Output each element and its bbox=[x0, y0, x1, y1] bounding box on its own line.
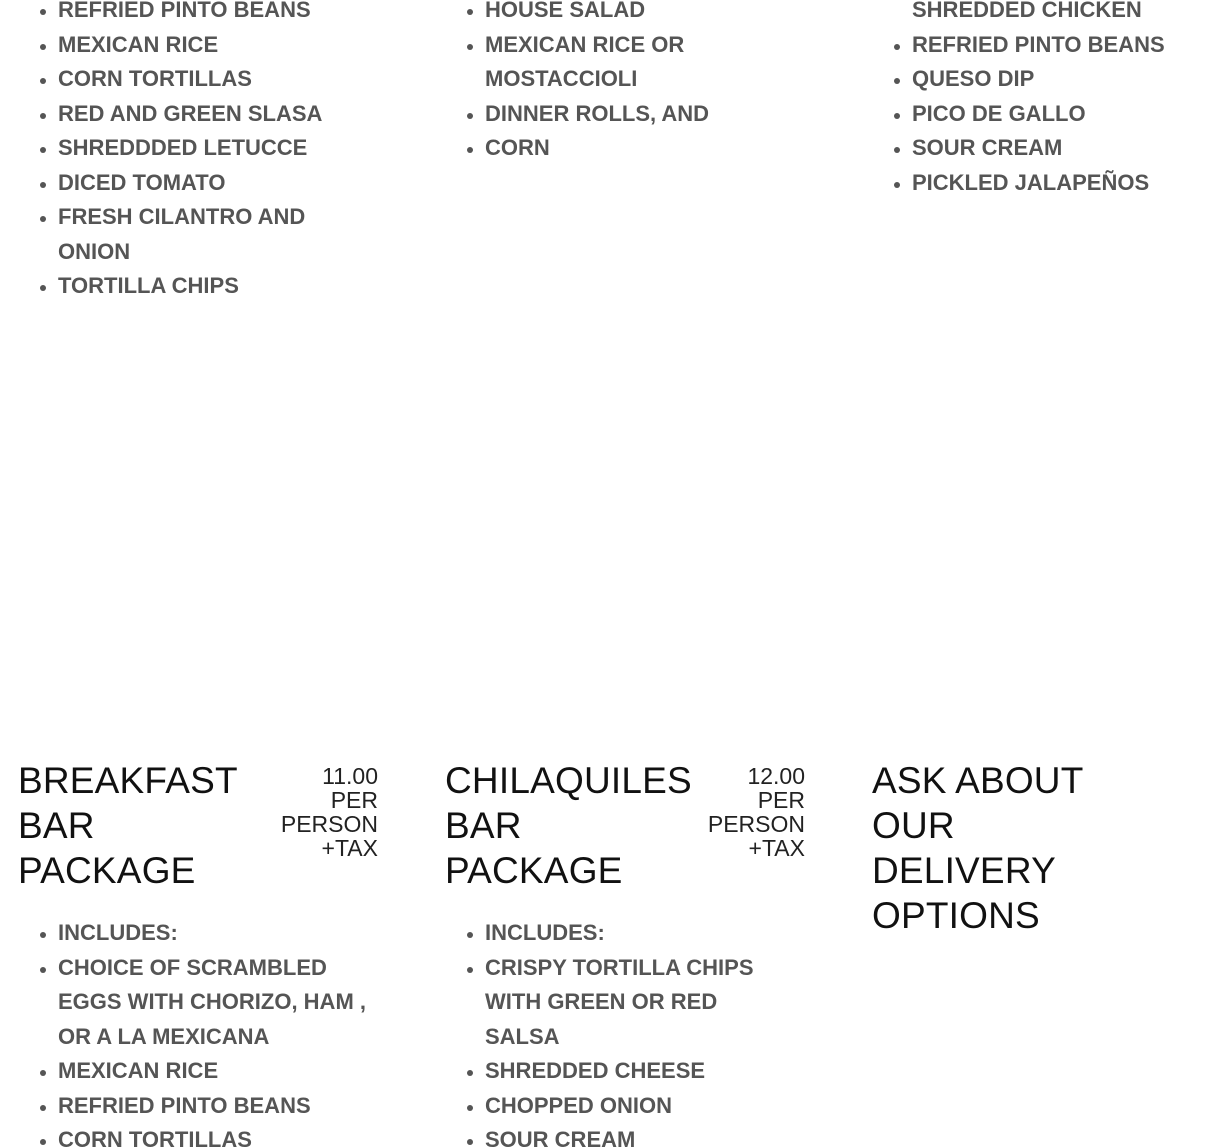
breakfast-items-list bbox=[18, 916, 393, 1147]
list-item: • PICKLED JALAPEÑOS bbox=[912, 166, 1210, 201]
list-item: • REFRIED PINTO BEANS bbox=[58, 1089, 393, 1124]
list-item: • PICO DE GALLO bbox=[912, 97, 1210, 132]
price-line: +TAX bbox=[748, 835, 805, 861]
list-item: • DINNER ROLLS, AND bbox=[485, 97, 735, 132]
title-line: PACKAGE bbox=[18, 850, 196, 891]
list-item: • MEXICAN RICE OR MOSTACCIOLI bbox=[485, 28, 735, 97]
breakfast-package-title bbox=[18, 758, 258, 893]
title-line: ASK ABOUT bbox=[872, 760, 1084, 801]
list-item: • FRESH CILANTRO AND ONION bbox=[58, 200, 358, 269]
list-item: SHREDDED CHICKEN bbox=[912, 0, 1142, 22]
title-line: OUR bbox=[872, 805, 955, 846]
list-item: • CORN bbox=[485, 131, 735, 166]
title-line: CHILAQUILES bbox=[445, 760, 692, 801]
list-item: • HOUSE SALAD bbox=[485, 0, 735, 28]
price-line: PER bbox=[757, 787, 805, 813]
list-item: • INCLUDES: bbox=[485, 916, 785, 951]
list-item: • SOUR CREAM bbox=[912, 131, 1210, 166]
price-line: PERSON bbox=[707, 811, 805, 837]
list-item: • CHOICE OF SCRAMBLED EGGS WITH CHORIZO, HAM , OR A LA MEXICANA bbox=[58, 951, 393, 1055]
list-item: • QUESO DIP bbox=[912, 62, 1210, 97]
title-line: BREAKFAST bbox=[18, 760, 238, 801]
top-column-1-list bbox=[18, 0, 358, 304]
list-item: • REFRIED PINTO BEANS bbox=[912, 28, 1210, 63]
list-item: • CRISPY TORTILLA CHIPS WITH GREEN OR RED SALSA bbox=[485, 951, 785, 1055]
title-line: BAR bbox=[445, 805, 522, 846]
list-item: • MEXICAN RICE bbox=[58, 28, 358, 63]
list-item: • SHREDDDED LETUCCE bbox=[58, 131, 358, 166]
list-item: • TORTILLA CHIPS bbox=[58, 269, 358, 304]
chilaquiles-package-price bbox=[680, 764, 805, 860]
list-item: • MEXICAN RICE bbox=[58, 1054, 393, 1089]
list-item: • CHOPPED ONION bbox=[485, 1089, 785, 1124]
title-line: BAR bbox=[18, 805, 95, 846]
delivery-options-heading bbox=[872, 758, 1172, 938]
list-item: • CORN TORTILLAS bbox=[58, 62, 358, 97]
top-column-3-list bbox=[872, 0, 1210, 200]
list-item: • REFRIED PINTO BEANS bbox=[58, 0, 358, 28]
title-line: DELIVERY bbox=[872, 850, 1056, 891]
list-item: • SHREDDED CHEESE bbox=[485, 1054, 785, 1089]
list-item: • INCLUDES: bbox=[58, 916, 393, 951]
price-line: PERSON bbox=[280, 811, 378, 837]
price-line: PER bbox=[330, 787, 378, 813]
breakfast-package-price bbox=[250, 764, 378, 860]
list-item: • RED AND GREEN SLASA bbox=[58, 97, 358, 132]
title-line: PACKAGE bbox=[445, 850, 623, 891]
list-item: • SOUR CREAM bbox=[485, 1123, 785, 1147]
price-line: 12.00 bbox=[747, 763, 805, 789]
price-line: +TAX bbox=[321, 835, 378, 861]
chilaquiles-items-list bbox=[445, 916, 785, 1147]
title-line: OPTIONS bbox=[872, 895, 1040, 936]
chilaquiles-package-title bbox=[445, 758, 695, 893]
list-item: • CORN TORTILLAS bbox=[58, 1123, 393, 1147]
price-line: 11.00 bbox=[322, 763, 378, 789]
top-column-2-list bbox=[445, 0, 735, 166]
list-item: • DICED TOMATO bbox=[58, 166, 358, 201]
